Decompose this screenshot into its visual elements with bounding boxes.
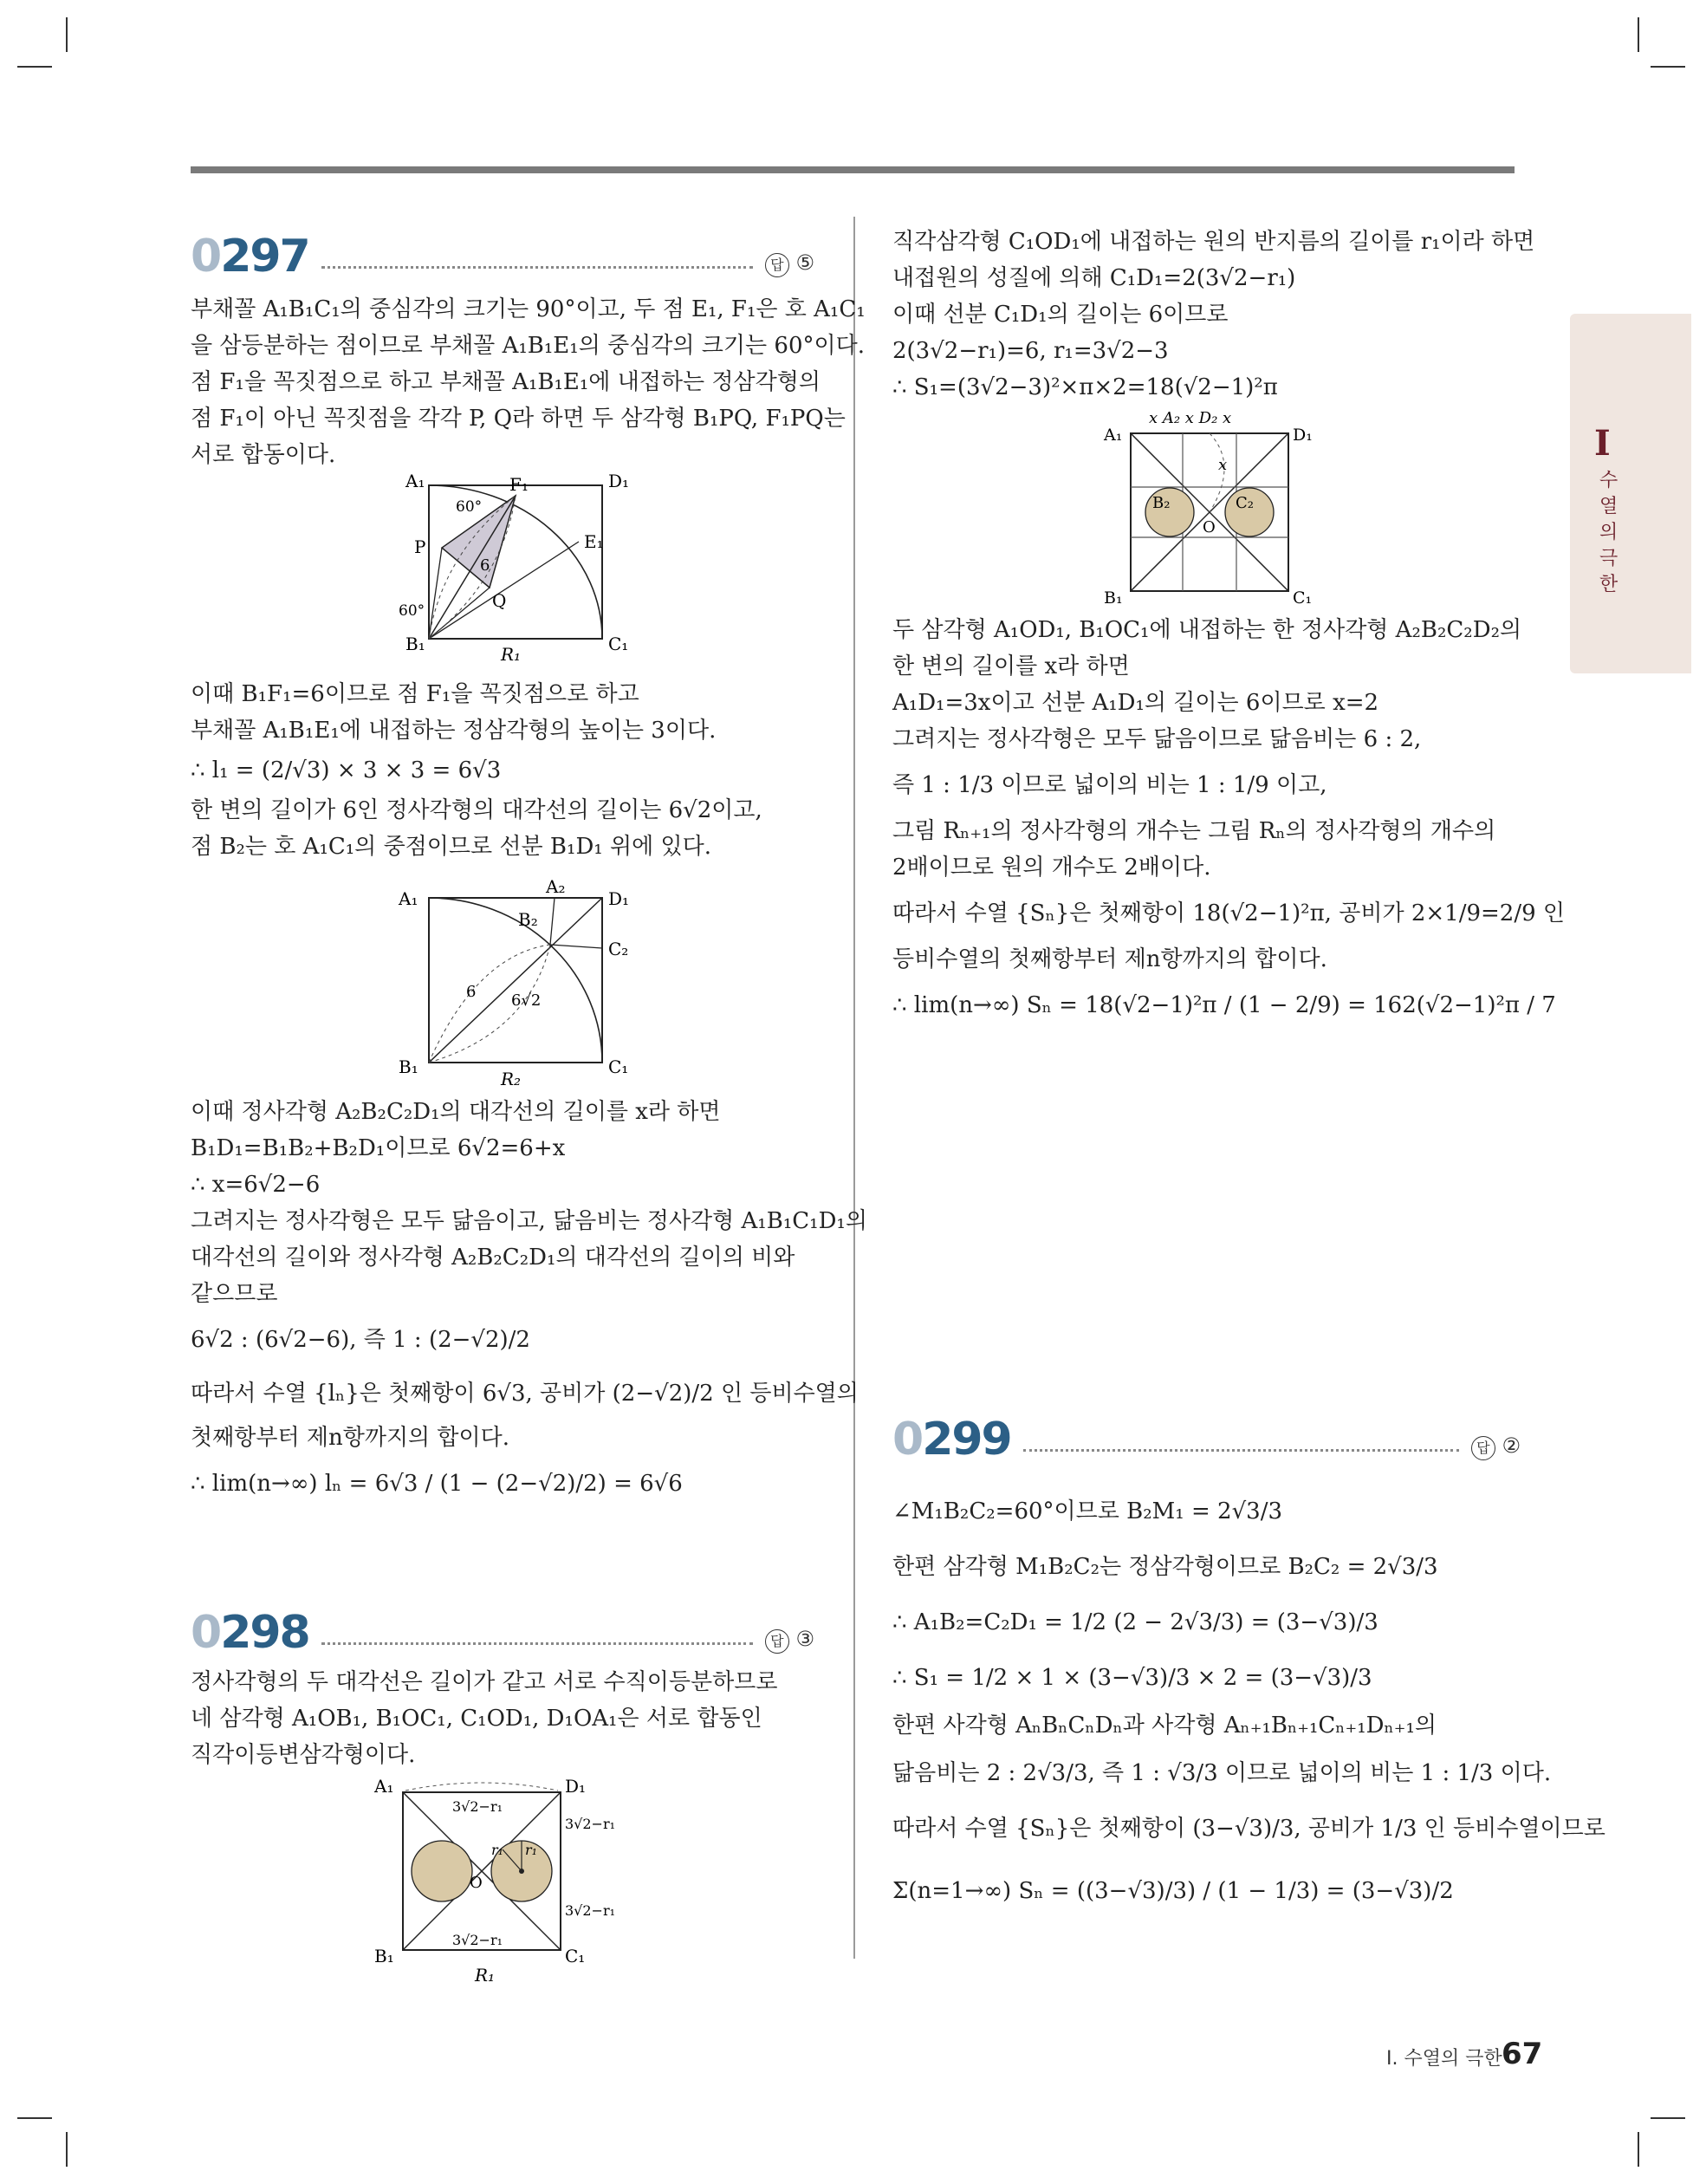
problem-297-text-b (191, 676, 762, 865)
crop-mark (1638, 17, 1639, 52)
text-line: 부채꼴 A₁B₁C₁의 중심각의 크기는 90°이고, 두 점 E₁, F₁은 호 A₁C₁ (191, 296, 866, 322)
text-line: 네 삼각형 A₁OB₁, B₁OC₁, C₁OD₁, D₁OA₁은 서로 합동인 (191, 1706, 762, 1732)
text-line: 그려지는 정사각형은 모두 닮음이고, 닮음비는 정사각형 A₁B₁C₁D₁의 (191, 1208, 867, 1234)
problem-number: 0297 (191, 231, 309, 283)
label-O: O (1203, 518, 1216, 536)
label-D1: D₁ (608, 888, 630, 909)
text-line: 한편 사각형 AₙBₙCₙDₙ과 사각형 Aₙ₊₁Bₙ₊₁Cₙ₊₁Dₙ₊₁의 (892, 1713, 1437, 1739)
text-line: A₁D₁=3x이고 선분 A₁D₁의 길이는 6이므로 x=2 (892, 690, 1379, 716)
text-line: ∴ S₁ = 1/2 × 1 × (3−√3)/3 × 2 = (3−√3)/3 (892, 1665, 1372, 1691)
figure-297-r2 (381, 877, 641, 1085)
label-x: x (1218, 456, 1228, 474)
label-C1: C₁ (608, 1056, 629, 1077)
figure-caption: R₁ (475, 1965, 496, 1986)
figure-caption: R₂ (501, 1069, 522, 1085)
text-line: ∴ S₁=(3√2−3)²×π×2=18(√2−1)²π (892, 374, 1278, 400)
label-B1: B₁ (374, 1946, 394, 1966)
text-line: 한편 삼각형 M₁B₂C₂는 정삼각형이므로 B₂C₂ = 2√3/3 (892, 1554, 1438, 1580)
problem-number: 0299 (892, 1414, 1011, 1466)
text-line: 6√2 : (6√2−6), 즉 1 : (2−√2)/2 (191, 1327, 530, 1353)
label-D1: D₁ (1293, 426, 1313, 445)
problem-number: 0298 (191, 1607, 309, 1659)
label-A1: A₁ (405, 471, 425, 491)
answer-badge: 답 ⑤ (765, 250, 814, 277)
footer-chapter: Ⅰ. 수열의 극한 (1386, 2048, 1502, 2070)
text-line: 직각삼각형 C₁OD₁에 내접하는 원의 반지름의 길이를 r₁이라 하면 (892, 229, 1535, 255)
figure-298-r2 (1092, 404, 1343, 608)
answer-badge: 답 ③ (765, 1627, 814, 1654)
label-C1: C₁ (565, 1946, 586, 1966)
crop-mark (17, 2117, 52, 2119)
label-right-1: 3√2−r₁ (565, 1816, 616, 1832)
label-A1: A₁ (1104, 426, 1123, 445)
text-line: 등비수열의 첫째항부터 제n항까지의 합이다. (892, 946, 1327, 972)
text-line: 이때 정사각형 A₂B₂C₂D₁의 대각선의 길이를 x라 하면 (191, 1099, 721, 1125)
text-line: Σ(n=1→∞) Sₙ = ((3−√3)/3) / (1 − 1/3) = (3−√3)/2 (892, 1878, 1454, 1904)
problem-298-text-a (191, 1664, 778, 1773)
text-line: 이때 선분 C₁D₁의 길이는 6이므로 (892, 302, 1229, 328)
label-top: 3√2−r₁ (452, 1798, 503, 1815)
crop-mark (1651, 2117, 1685, 2119)
crop-mark (1638, 2132, 1639, 2167)
text-line: ∴ lim(n→∞) Sₙ = 18(√2−1)²π / (1 − 2/9) = 162(√2−1)²π / 7 (892, 992, 1556, 1018)
label-B2: B₂ (1152, 494, 1171, 512)
figure-caption: R₁ (501, 644, 522, 663)
problem-299-header (892, 1414, 1521, 1466)
text-line: 닮음비는 2 : 2√3/3, 즉 1 : √3/3 이므로 넓이의 비는 1 : 1/3 이다. (892, 1760, 1552, 1786)
problem-298-text-b (892, 224, 1534, 406)
label-A1: A₁ (374, 1776, 394, 1797)
label-six: 6 (480, 556, 490, 575)
text-line: ∠M₁B₂C₂=60°이므로 B₂M₁ = 2√3/3 (892, 1498, 1282, 1524)
label-angle-top: 60° (456, 498, 483, 516)
problem-297-header (191, 231, 814, 283)
problem-297-text-c (191, 1094, 867, 1511)
text-line: 대각선의 길이와 정사각형 A₂B₂C₂D₁의 대각선의 길이의 비와 (191, 1245, 795, 1271)
label-B2: B₂ (518, 909, 538, 930)
text-line: ∴ x=6√2−6 (191, 1172, 321, 1198)
text-line: ∴ A₁B₂=C₂D₁ = 1/2 (2 − 2√3/3) = (3−√3)/3 (892, 1609, 1378, 1635)
label-B1: B₁ (405, 634, 425, 654)
problem-298-text-c (892, 612, 1565, 1033)
text-line: 이때 B₁F₁=6이므로 점 F₁을 꼭짓점으로 하고 (191, 681, 639, 707)
text-line: 두 삼각형 A₁OD₁, B₁OC₁에 내접하는 한 정사각형 A₂B₂C₂D₂의 (892, 617, 1522, 643)
problem-298-header (191, 1607, 814, 1659)
text-line: 을 삼등분하는 점이므로 부채꼴 A₁B₁E₁의 중심각의 크기는 60°이다. (191, 333, 866, 359)
label-angle-bottom: 60° (399, 602, 425, 620)
label-D1: D₁ (608, 471, 630, 491)
text-line: 첫째항부터 제n항까지의 합이다. (191, 1425, 510, 1451)
chapter-title-vertical: 수열의 극한 (1599, 470, 1618, 595)
label-F1: F₁ (509, 474, 529, 495)
text-line: 직각이등변삼각형이다. (191, 1742, 416, 1768)
text-line: 2배이므로 원의 개수도 2배이다. (892, 855, 1211, 881)
leader-dots (321, 1642, 753, 1645)
label-O: O (470, 1874, 483, 1892)
leader-dots (321, 266, 753, 269)
text-line: ∴ lim(n→∞) lₙ = 6√3 / (1 − (2−√2)/2) = 6√6 (191, 1471, 683, 1497)
label-top-row: x A₂ x D₂ x (1149, 409, 1232, 427)
text-line: 점 B₂는 호 A₁C₁의 중점이므로 선분 B₁D₁ 위에 있다. (191, 834, 711, 860)
label-right-2: 3√2−r₁ (565, 1902, 616, 1919)
label-A2: A₂ (546, 877, 566, 897)
answer-badge: 답 ② (1471, 1433, 1521, 1460)
label-B1: B₁ (1104, 588, 1123, 608)
chapter-side-tab (1570, 314, 1691, 673)
header-rule (191, 166, 1515, 173)
crop-mark (66, 2132, 68, 2167)
text-line: 2(3√2−r₁)=6, r₁=3√2−3 (892, 338, 1169, 364)
label-six-root2: 6√2 (511, 991, 542, 1010)
text-line: 서로 합동이다. (191, 442, 336, 468)
label-D1: D₁ (565, 1776, 587, 1797)
text-line: 같으므로 (191, 1281, 278, 1307)
figure-298-r1 (373, 1775, 658, 1987)
text-line: 내접원의 성질에 의해 C₁D₁=2(3√2−r₁) (892, 265, 1296, 291)
crop-mark (1651, 66, 1685, 68)
column-divider (853, 217, 855, 1959)
text-line: 부채꼴 A₁B₁E₁에 내접하는 정삼각형의 높이는 3이다. (191, 718, 717, 744)
text-line: B₁D₁=B₁B₂+B₂D₁이므로 6√2=6+x (191, 1135, 566, 1161)
label-E1: E₁ (584, 531, 604, 552)
problem-299-text (892, 1484, 1605, 1926)
text-line: 점 F₁을 꼭짓점으로 하고 부채꼴 A₁B₁E₁에 내접하는 정삼각형의 (191, 369, 821, 395)
label-six: 6 (466, 983, 477, 1001)
label-r1-a: r₁ (491, 1842, 504, 1858)
text-line: 따라서 수열 {Sₙ}은 첫째항이 18(√2−1)²π, 공비가 2×1/9=2/9 인 (892, 900, 1566, 926)
figure-297-r1 (381, 468, 641, 663)
text-line: ∴ l₁ = (2/√3) × 3 × 3 = 6√3 (191, 757, 502, 783)
chapter-roman-numeral: I (1594, 423, 1611, 464)
label-B1: B₁ (399, 1056, 418, 1077)
text-line: 점 F₁이 아닌 꼭짓점을 각각 P, Q라 하면 두 삼각형 B₁PQ, F₁PQ는 (191, 406, 846, 432)
text-line: 정사각형의 두 대각선은 길이가 같고 서로 수직이등분하므로 (191, 1669, 778, 1695)
text-line: 따라서 수열 {Sₙ}은 첫째항이 (3−√3)/3, 공비가 1/3 인 등비수열이므로 (892, 1816, 1605, 1842)
label-bottom: 3√2−r₁ (452, 1932, 503, 1948)
label-C1: C₁ (1293, 588, 1313, 608)
text-line: 한 변의 길이가 6인 정사각형의 대각선의 길이는 6√2이고, (191, 797, 762, 823)
text-line: 즉 1 : 1/3 이므로 넓이의 비는 1 : 1/9 이고, (892, 772, 1327, 798)
label-C2: C₂ (1236, 494, 1254, 512)
label-P: P (414, 536, 426, 557)
label-C1: C₁ (608, 634, 629, 654)
text-line: 한 변의 길이를 x라 하면 (892, 653, 1130, 679)
crop-mark (66, 17, 68, 52)
text-line: 그려지는 정사각형은 모두 닮음이므로 닮음비는 6 : 2, (892, 726, 1422, 752)
crop-mark (17, 66, 52, 68)
leader-dots (1023, 1449, 1459, 1452)
problem-297-text-a (191, 291, 866, 473)
label-A1: A₁ (399, 888, 418, 909)
page-number: 67 (1502, 2037, 1543, 2071)
label-Q: Q (492, 590, 507, 611)
label-C2: C₂ (608, 939, 629, 959)
text-line: 따라서 수열 {lₙ}은 첫째항이 6√3, 공비가 (2−√2)/2 인 등비수열의 (191, 1381, 859, 1407)
label-r1-b: r₁ (525, 1842, 538, 1858)
text-line: 그림 Rₙ₊₁의 정사각형의 개수는 그림 Rₙ의 정사각형의 개수의 (892, 818, 1496, 844)
